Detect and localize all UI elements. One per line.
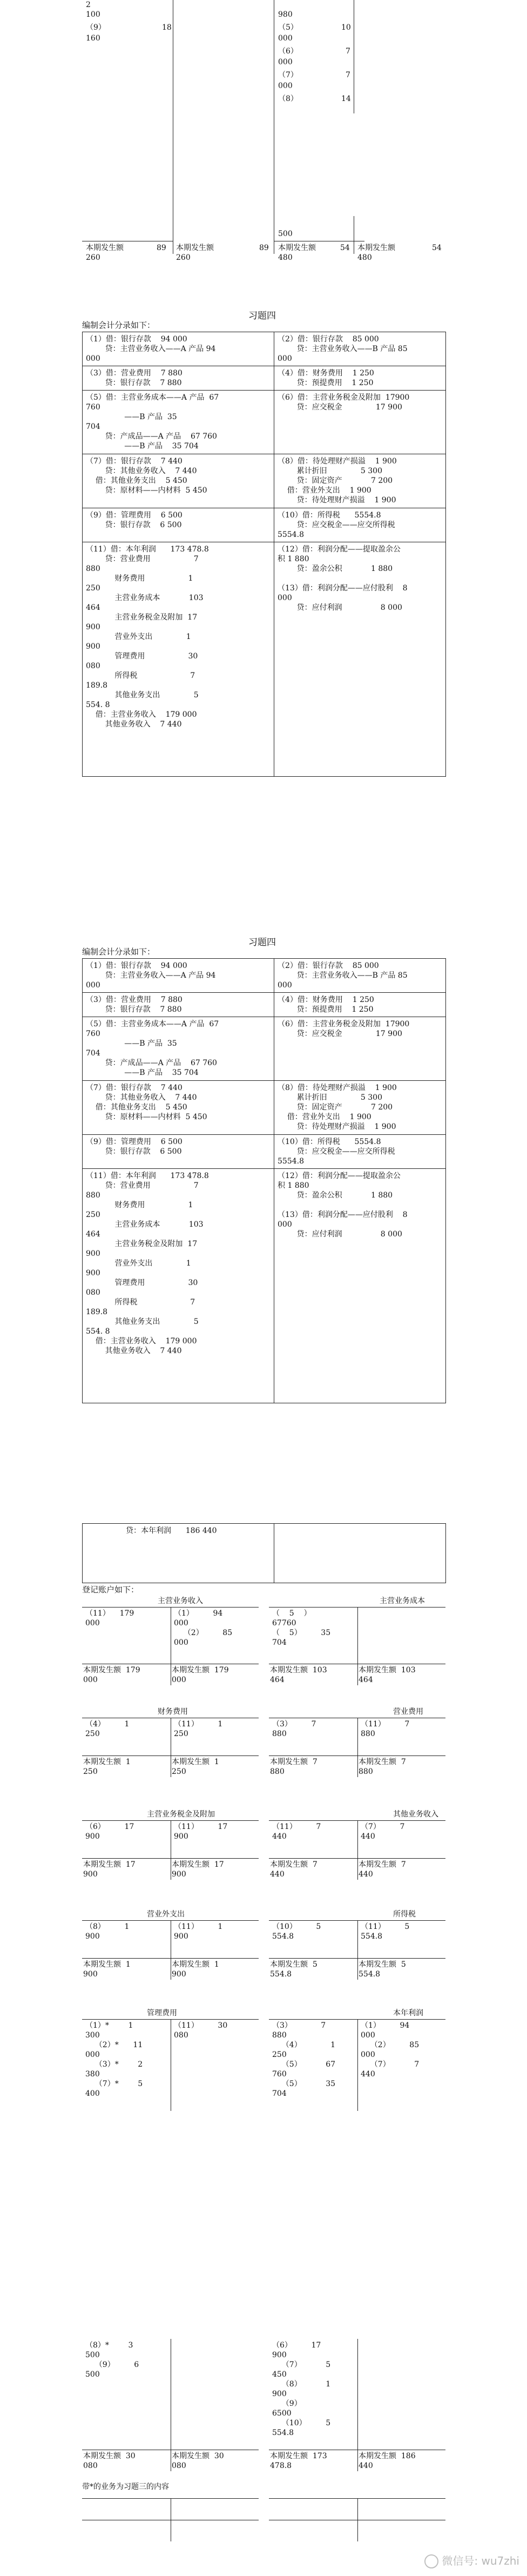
- t-account-title: 其他业务收入: [393, 1810, 438, 1819]
- frag-footer: 260: [176, 253, 191, 262]
- frag-footer: 260: [86, 253, 100, 262]
- carry-over-empty: [274, 1524, 446, 1583]
- t-account-divider: [357, 1958, 358, 1980]
- frag-footer: 54: [432, 244, 442, 252]
- journal-entry: （11）借：本年利润 173 478.8 贷：营业费用 7 880 财务费用 1 250 主营业务成本 103 464 主营业务税金及附加 17 900 营业外支出 1 900 管理费用 30 080 所得税 7 189.8 其他业务支出 5 554. 8 借：主营业务收入 179 000 其他业务收入 7 440: [83, 542, 274, 777]
- frag-footer: 本期发生额: [86, 244, 124, 252]
- t-account-title: 管理费用: [147, 2009, 177, 2017]
- frag-right-line: （6）: [278, 47, 298, 56]
- frag-right-line: 980: [278, 10, 293, 19]
- t-account-credit-total: 本期发生额 1 250: [172, 1758, 219, 1776]
- journal-entry: （5）借：主营业务成本——A 产品 67 760 ——B 产品 35 704 贷：产成品——A 产品 67 760 ——B 产品 35 704: [83, 391, 274, 454]
- journal-entry: （12）借：利润分配——提取盈余公 积 1 880 贷：盈余公积 1 880 （13）借：利润分配——应付股利 8 000 贷：应付利润 8 000: [274, 1169, 446, 1403]
- t-account-credit-total: 本期发生额 186 440: [359, 2452, 416, 2470]
- t-account-divider: [357, 1858, 358, 1880]
- t-account-credit-total: 本期发生额 5 554.8: [359, 1960, 406, 1979]
- journal-entry: （6）借：主营业务税金及附加 17900 贷：应交税金 17 900: [274, 391, 446, 454]
- t-account-debit: （3） 7 880 （4） 1 250 （5） 67 760 （5） 35 704: [272, 2021, 336, 2098]
- t-account-debit: （1）* 1 300 （2）* 11 000 （3）* 2 380 （7）* 5 400: [85, 2021, 143, 2098]
- frag-left-line: 2: [86, 1, 91, 9]
- frag-right-line: 000: [278, 58, 293, 66]
- asterisk-note: 带*的业务为习题三的内容: [82, 2483, 169, 2491]
- frag-footer: 480: [278, 253, 293, 262]
- journal-entry: （2）借：银行存款 85 000 贷：主营业务收入——B 产品 85 000: [274, 959, 446, 993]
- t-account-credit: （11） 30 080: [174, 2021, 228, 2040]
- t-account-credit-total: 本期发生额 30 080: [172, 2452, 224, 2470]
- journal-entry: （1）借：银行存款 94 000 贷：主营业务收入——A 产品 94 000: [83, 332, 274, 366]
- t-account-debit-total: 本期发生额 5 554.8: [270, 1960, 317, 1979]
- t-account-debit-total: 本期发生额 17 900: [83, 1860, 136, 1879]
- journal-entry: （4）借：财务费用 1 250 贷：预提费用 1 250: [274, 993, 446, 1017]
- t-account-debit-total: 本期发生额 30 080: [83, 2452, 136, 2470]
- frag-footer: 本期发生额: [176, 244, 214, 252]
- frag-footer: 480: [357, 253, 372, 262]
- frag-right-line: 000: [278, 34, 293, 43]
- t-account-divider: [357, 2520, 358, 2541]
- journal-entry: （2）借：银行存款 85 000 贷：主营业务收入——B 产品 85 000: [274, 332, 446, 366]
- t-account-credit: （7） 7 440: [361, 1822, 405, 1841]
- t-account-debit: （ 5 ） 67760 （ 5） 35 704: [272, 1609, 331, 1647]
- section-intro: 编制会计分录如下：: [82, 947, 156, 957]
- t-account-credit: （11） 5 554.8: [361, 1922, 410, 1941]
- t-account-debit: （6） 17 900: [85, 1822, 134, 1841]
- t-account-title: 营业外支出: [147, 1910, 185, 1919]
- section-heading: 习题四: [248, 937, 276, 948]
- watermark: [424, 2552, 519, 2569]
- t-account-debit-total: 本期发生额 1 900: [83, 1960, 131, 1979]
- t-account-divider: [357, 2450, 358, 2471]
- t-account-divider: [357, 2339, 358, 2450]
- journal-entry: （7）借：银行存款 7 440 贷：其他业务收入 7 440 借：其他业务支出 5 450 贷：原材料——内材料 5 450: [83, 1081, 274, 1135]
- t-account-divider: [357, 2019, 358, 2111]
- t-account-debit: （8）* 3 500 （9） 6 500: [85, 2341, 139, 2379]
- journal-entry: （9）借：管理费用 6 500 贷：银行存款 6 500: [83, 508, 274, 542]
- t-account-credit: （11） 1 900: [174, 1922, 223, 1941]
- journal-entry: （12）借：利润分配——提取盈余公 积 1 880 贷：盈余公积 1 880 （13）借：利润分配——应付股利 8 000 贷：应付利润 8 000: [274, 542, 446, 777]
- t-account-debit-total: 本期发生额 7 440: [270, 1860, 317, 1879]
- t-account-credit-total: 本期发生额 103 464: [359, 1666, 416, 1684]
- frag-right-500: 500: [278, 230, 293, 238]
- t-account-title: 主营业务税金及附加: [147, 1810, 215, 1819]
- ledger-intro: 登记账户如下：: [82, 1585, 139, 1595]
- journal-entry: （3）借：营业费用 7 880 贷：银行存款 7 880: [83, 993, 274, 1017]
- t-account-debit: （8） 1 900: [85, 1922, 130, 1941]
- t-account-debit-total: 本期发生额 179 000: [83, 1666, 140, 1684]
- journal-entry: （1）借：银行存款 94 000 贷：主营业务收入——A 产品 94 000: [83, 959, 274, 993]
- frag-right-line: （7）: [278, 71, 298, 79]
- frag-right-num: 7: [346, 47, 350, 56]
- t-account-divider: [357, 1820, 358, 1858]
- t-account-divider: [357, 2498, 358, 2520]
- t-account-divider: [357, 1756, 358, 1777]
- t-account-debit: （6） 17 900 （7） 5 450 （8） 1 900 （9） 6500 （10） 5 554.8: [272, 2341, 331, 2437]
- t-account-divider: [357, 1664, 358, 1685]
- t-account-title: 本年利润: [393, 2009, 423, 2017]
- frag-left-line: （9）: [86, 23, 106, 32]
- journal-entry: （3）借：营业费用 7 880 贷：银行存款 7 880: [83, 366, 274, 391]
- t-account-debit: （4） 1 250: [85, 1720, 130, 1738]
- t-account-credit-total: 本期发生额 7 440: [359, 1860, 406, 1879]
- t-account-debit-total: 本期发生额 173 478.8: [270, 2452, 327, 2470]
- t-account-credit-total: 本期发生额 17 900: [172, 1860, 224, 1879]
- frag-footer: 本期发生额: [278, 244, 316, 252]
- frag-footer: 54: [340, 244, 350, 252]
- t-account-debit: （11） 179 000: [85, 1609, 134, 1627]
- journal-entry: （5）借：主营业务成本——A 产品 67 760 ——B 产品 35 704 贷：产成品——A 产品 67 760 ——B 产品 35 704: [83, 1017, 274, 1081]
- frag-right-num: 10: [341, 23, 351, 32]
- t-account-debit: （10） 5 554.8: [272, 1922, 321, 1941]
- t-account-divider: [357, 1920, 358, 1958]
- journal-entry: （11）借：本年利润 173 478.8 贷：营业费用 7 880 财务费用 1 250 主营业务成本 103 464 主营业务税金及附加 17 900 营业外支出 1 900 管理费用 30 080 所得税 7 189.8 其他业务支出 5 554. 8 借：主营业务收入 179 000 其他业务收入 7 440: [83, 1169, 274, 1403]
- t-account-credit: （1） 94 000 （2） 85 000 （7） 7 440: [361, 2021, 420, 2079]
- t-account-credit-total: 本期发生额 179 000: [172, 1666, 229, 1684]
- t-account-title: 主营业务收入: [158, 1597, 203, 1605]
- frag-footer: 本期发生额: [357, 244, 395, 252]
- t-account-debit-total: 本期发生额 103 464: [270, 1666, 327, 1684]
- frag-left-line: 160: [86, 34, 100, 43]
- t-account-credit-total: 本期发生额 1 900: [172, 1960, 219, 1979]
- t-account-debit: （11） 7 440: [272, 1822, 321, 1841]
- t-account-title: 财务费用: [158, 1707, 188, 1716]
- frag-left-line: 100: [86, 10, 100, 19]
- t-account-debit: （3） 7 880: [272, 1720, 316, 1738]
- t-account-title: 营业费用: [393, 1707, 423, 1716]
- journal-entry: （4）借：财务费用 1 250 贷：预提费用 1 250: [274, 366, 446, 391]
- journal-entry: （8）借：待处理财产损溢 1 900 累计折旧 5 300 贷：固定资产 7 200 借：营业外支出 1 900 贷：待处理财产损溢 1 900: [274, 1081, 446, 1135]
- journal-entry: （6）借：主营业务税金及附加 17900 贷：应交税金 17 900: [274, 1017, 446, 1081]
- journal-entry: （9）借：管理费用 6 500 贷：银行存款 6 500: [83, 1135, 274, 1169]
- t-account-credit: （11） 17 900: [174, 1822, 228, 1841]
- t-account-credit-total: 本期发生额 7 880: [359, 1758, 406, 1776]
- journal-entry: （7）借：银行存款 7 440 贷：其他业务收入 7 440 借：其他业务支出 5 450 贷：原材料——内材料 5 450: [83, 454, 274, 508]
- t-account-debit-total: 本期发生额 7 880: [270, 1758, 317, 1776]
- frag-right-line: （5）: [278, 23, 298, 32]
- watermark-text: 微信号: wu7zhi: [442, 2554, 519, 2567]
- section-intro: 编制会计分录如下：: [82, 320, 156, 330]
- frag-right-line: （8）: [278, 95, 298, 103]
- t-account-credit: （11） 1 250: [174, 1720, 223, 1738]
- t-account-debit-total: 本期发生额 1 250: [83, 1758, 131, 1776]
- frag-left-num: 18: [162, 23, 172, 32]
- journal-entry: （10）借：所得税 5554.8 贷：应交税金——应交所得税 5554.8: [274, 508, 446, 542]
- journal-entry-table: [82, 332, 446, 777]
- section-heading: 习题四: [248, 311, 276, 321]
- frag-right-line: 000: [278, 82, 293, 90]
- frag-footer: 89: [259, 244, 269, 252]
- t-account-credit: （1） 94 000 （2） 85 000: [174, 1609, 233, 1647]
- journal-entry-table: [82, 958, 446, 1403]
- t-account-divider: [357, 1607, 358, 1664]
- t-account-title: 主营业务成本: [380, 1597, 425, 1605]
- frag-right-num: 7: [346, 71, 350, 79]
- journal-entry: （10）借：所得税 5554.8 贷：应交税金——应交所得税 5554.8: [274, 1135, 446, 1169]
- t-account-credit: （11） 7 880: [361, 1720, 410, 1738]
- t-account-title: 所得税: [393, 1910, 416, 1919]
- frag-footer: 89: [157, 244, 166, 252]
- journal-entry: （8）借：待处理财产损溢 1 900 累计折旧 5 300 贷：固定资产 7 200 借：营业外支出 1 900 贷：待处理财产损溢 1 900: [274, 454, 446, 508]
- carry-over-entry: 贷：本年利润 186 440: [83, 1524, 274, 1583]
- carry-over-table: [82, 1523, 446, 1583]
- wechat-icon: [424, 2554, 438, 2568]
- frag-right-num: 14: [341, 95, 351, 103]
- t-account-divider: [357, 1718, 358, 1756]
